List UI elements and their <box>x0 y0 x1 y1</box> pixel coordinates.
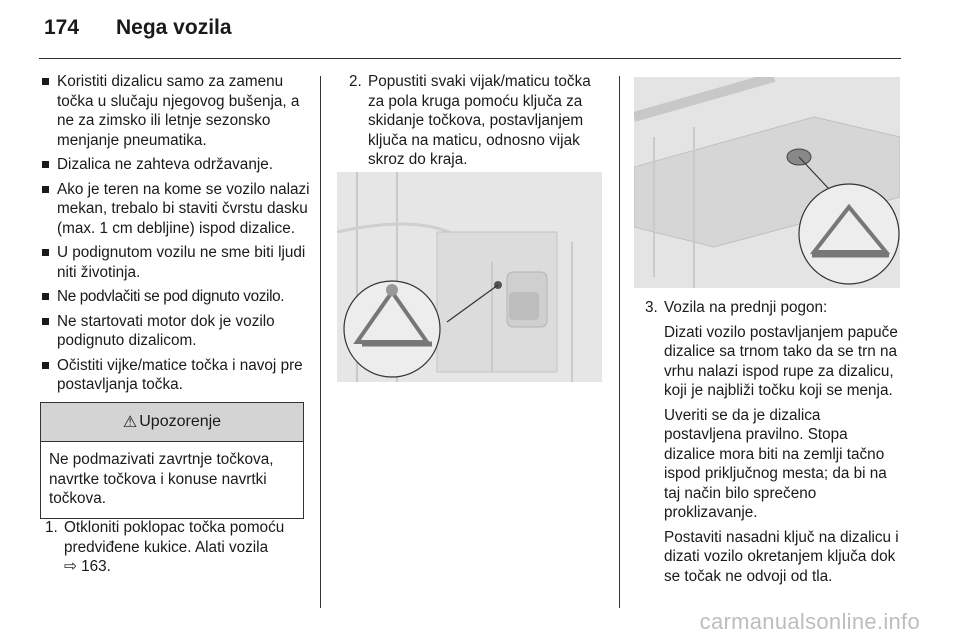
step-1 <box>40 518 312 582</box>
warning-title: Upozorenje <box>139 413 222 430</box>
list-item: Ne podvlačiti se pod dignuto vozilo. <box>40 287 312 307</box>
step-paragraph: Dizati vozilo postavljanjem papuče dizalice sa trnom tako da se trn na vrhu nalazi ispod rupe za dizalicu, koji je najbliži točku koji se menja. <box>664 323 898 399</box>
step-number: 2. <box>349 73 362 90</box>
step-number: 1. <box>45 519 58 536</box>
step-text: Otkloniti poklopac točka pomoću predviđene kukice. Alati vozila <box>64 519 285 556</box>
page-number: 174 <box>44 16 80 39</box>
warning-box <box>40 402 304 519</box>
page-reference-icon: ⇨ <box>64 558 77 575</box>
step-2 <box>344 72 609 170</box>
page-reference[interactable]: 163. <box>81 558 111 575</box>
illustration-svg <box>634 77 900 288</box>
page-title: Nega vozila <box>116 16 232 39</box>
warning-text: Ne podmazivati zavrtnje točkova, navrtke točkova i konuse navrtki točkova. <box>49 451 274 507</box>
step-3 <box>640 298 902 586</box>
precaution-list <box>40 72 312 395</box>
list-item: Koristiti dizalicu samo za zamenu točka u slučaju njegovog bušenja, a ne za zimsko ili letnje sezonsko menjanje pneumatika. <box>40 72 312 150</box>
wheel-nut-loosening-illustration <box>337 172 602 382</box>
right-column <box>640 298 902 591</box>
column-divider-left <box>320 76 321 608</box>
warning-triangle-icon: ⚠ <box>122 414 138 431</box>
list-item: Dizalica ne zahteva održavanje. <box>40 155 312 175</box>
step-paragraph: Postaviti nasadni ključ na dizalicu i dizati vozilo okretanjem ključa dok se točak ne odvoji od tla. <box>664 528 899 585</box>
jack-position-illustration <box>634 77 900 288</box>
list-item: Ne startovati motor dok je vozilo podignuto dizalicom. <box>40 312 312 351</box>
header-divider <box>39 58 901 59</box>
list-item: Očistiti vijke/matice točka i navoj pre postavljanja točka. <box>40 356 312 395</box>
step-paragraph: Uveriti se da je dizalica postavljena pravilno. Stopa dizalice mora biti na zemlji tačno ispod priključnog mesta; da bi na taj način bilo sprečeno proklizavanje. <box>664 406 887 521</box>
step-title: Vozila na prednji pogon: <box>664 299 828 316</box>
list-item: U podignutom vozilu ne sme biti ljudi niti životinja. <box>40 243 312 282</box>
middle-column <box>344 72 609 175</box>
warning-header <box>41 403 303 442</box>
step-number: 3. <box>645 299 658 316</box>
left-column <box>40 72 312 400</box>
watermark: carmanualsonline.info <box>699 609 920 634</box>
illustration-svg <box>337 172 602 382</box>
step-text: Popustiti svaki vijak/maticu točka za pola kruga pomoću ključa za skidanje točkova, postavljanjem ključa na maticu, odnosno vijak skroz do kraja. <box>368 73 591 168</box>
column-divider-right <box>619 76 620 608</box>
list-item: Ako je teren na kome se vozilo nalazi mekan, trebalo bi staviti čvrstu dasku (max. 1 cm debljine) ispod dizalice. <box>40 180 312 239</box>
